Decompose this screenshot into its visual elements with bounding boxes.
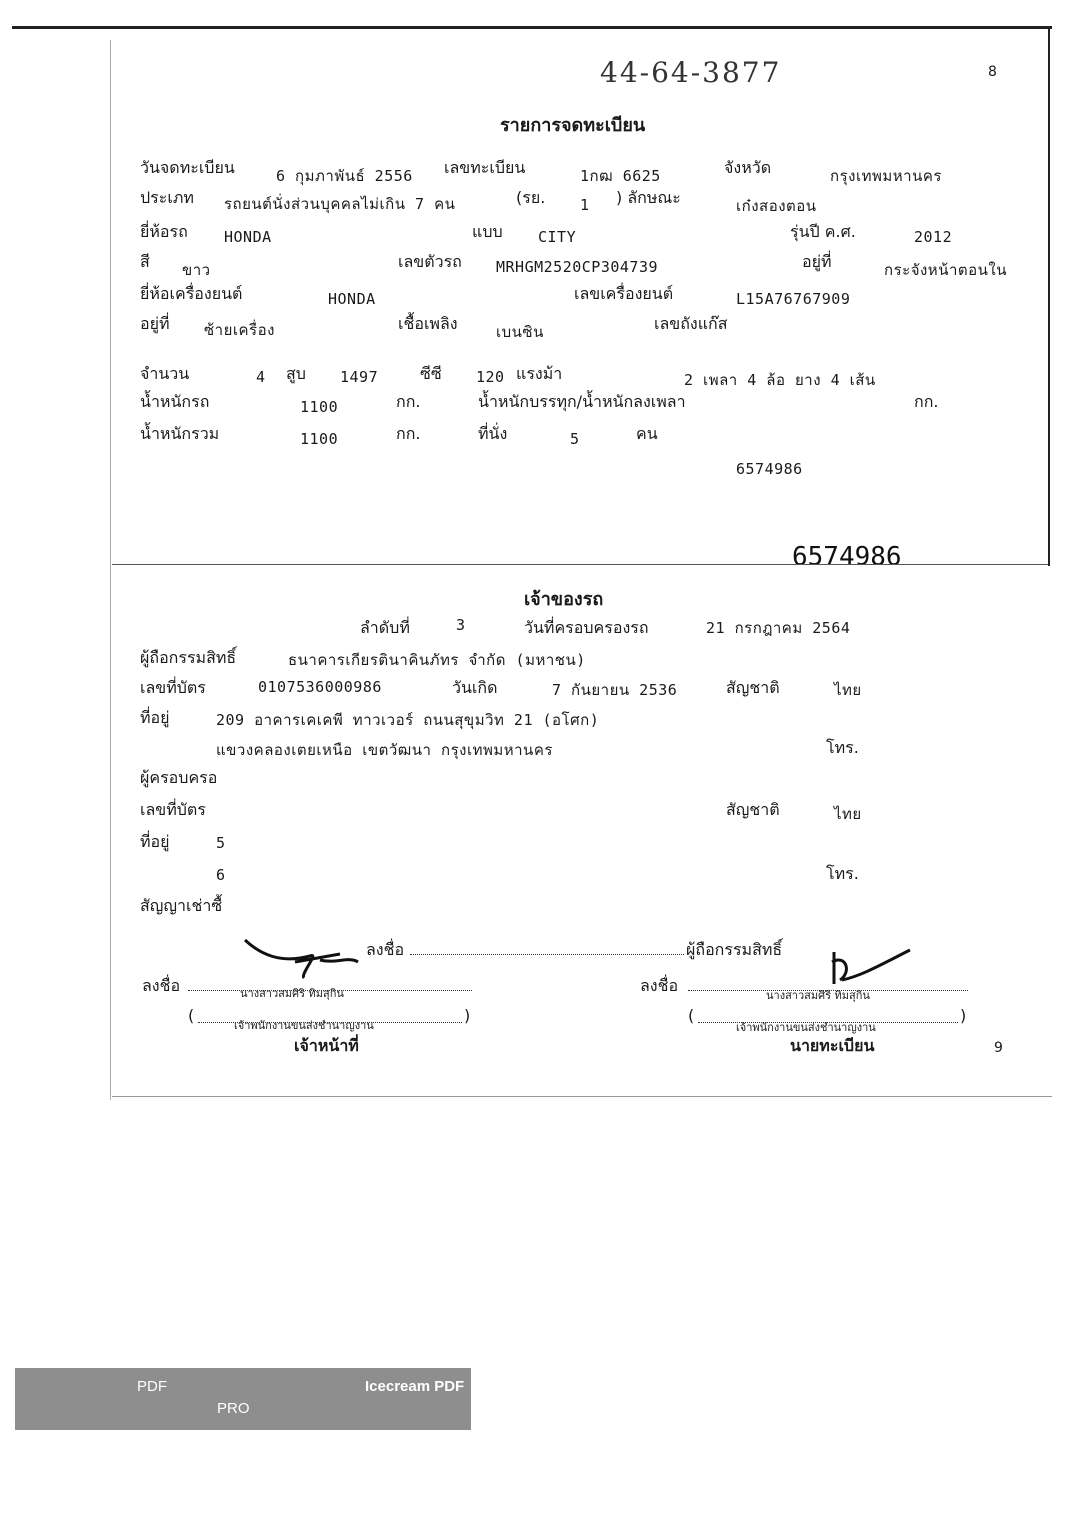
color-label: สี (140, 252, 150, 271)
engine-loc-value: ซ้ายเครื่อง (204, 321, 275, 339)
gross-label: น้ำหนักรวม (140, 424, 220, 443)
nationality-2-label: สัญชาติ (726, 800, 780, 819)
cylinder-label: สูบ (286, 364, 306, 383)
section-divider (112, 564, 1048, 565)
code-value: 1 (580, 196, 590, 214)
nationality-value: ไทย (834, 681, 862, 699)
address-2-fragment-2: 6 (216, 866, 226, 884)
fuel-label: เชื้อเพลิง (398, 314, 458, 333)
left-border-line (110, 40, 111, 1100)
vin-loc-label: อยู่ที่ (802, 252, 832, 271)
left-paren-open: ( (188, 1006, 195, 1025)
count-label: จำนวน (140, 364, 190, 383)
possess-date-value: 21 กรกฎาคม 2564 (706, 619, 851, 637)
plate-label: เลขทะเบียน (444, 158, 526, 177)
engine-brand-label: ยี่ห้อเครื่องยนต์ (140, 284, 243, 303)
page-number-top: 8 (988, 64, 997, 80)
engine-loc-label: อยู่ที่ (140, 314, 170, 333)
address-2-fragment-1: 5 (216, 834, 226, 852)
kg-label-2: กก. (914, 392, 939, 411)
kg-label-3: กก. (396, 424, 421, 443)
right-sign-label: ลงชื่อ (640, 976, 679, 995)
province-value: กรุงเทพมหานคร (830, 167, 942, 185)
address-label: ที่อยู่ (140, 708, 170, 727)
right-officer-name: นางสาวสมศิริ ทิมสุกิน (766, 989, 870, 1002)
holder-sign-label: ลงชื่อ (366, 940, 405, 959)
province-label: จังหวัด (724, 158, 772, 177)
nationality-label: สัญชาติ (726, 678, 780, 697)
style-value: เก๋งสองตอน (736, 197, 817, 215)
weight-value: 1100 (300, 398, 339, 416)
vin-loc-value: กระจังหน้าตอนใน (884, 261, 1007, 279)
right-paren-close: ) (960, 1006, 967, 1025)
fuel-value: เบนซิน (496, 323, 544, 341)
nationality-2-value: ไทย (834, 805, 862, 823)
count-value: 4 (256, 368, 266, 386)
birth-label: วันเกิด (452, 678, 498, 697)
left-sign-label: ลงชื่อ (142, 976, 181, 995)
tel-2-label: โทร. (826, 864, 859, 883)
doc-number-small: 6574986 (736, 460, 803, 478)
seats-value: 5 (570, 430, 580, 448)
reg-date-value: 6 กุมภาพันธ์ 2556 (276, 167, 413, 185)
id-card-label: เลขที่บัตร (140, 678, 206, 697)
holder-sign-suffix: ผู้ถือกรรมสิทธิ์ (686, 940, 783, 959)
order-value: 3 (456, 616, 466, 634)
cc-label: ซีซี (420, 364, 442, 383)
engine-no-label: เลขเครื่องยนต์ (574, 284, 674, 303)
code-label: (รย. (516, 188, 546, 207)
persons-label: คน (636, 424, 658, 443)
left-paren-close: ) (464, 1006, 471, 1025)
contract-label: สัญญาเช่าซื้ (140, 896, 223, 915)
bottom-border-line (112, 1096, 1052, 1097)
gross-value: 1100 (300, 430, 339, 448)
holder-sign-dots (410, 954, 684, 955)
watermark-brand-text: Icecream PDF (365, 1378, 465, 1395)
right-officer-position: เจ้าพนักงานขนส่งชำนาญงาน (736, 1021, 876, 1034)
id-card-value: 0107536000986 (258, 678, 382, 696)
model-value: CITY (538, 228, 577, 246)
left-signature-scribble (240, 934, 370, 984)
watermark-pro-text: PRO (217, 1400, 250, 1417)
reg-date-label: วันจดทะเบียน (140, 158, 235, 177)
pdf-watermark-banner (15, 1368, 471, 1430)
left-officer-name: นางสาวสมศิริ ทิมสุกิน (240, 987, 344, 1000)
hp-label: แรงม้า (516, 364, 563, 383)
color-value: ขาว (182, 261, 211, 279)
officer-label: เจ้าหน้าที่ (294, 1036, 359, 1055)
gas-tank-label: เลขถังแก๊ส (654, 314, 728, 333)
registrar-label: นายทะเบียน (790, 1036, 875, 1055)
year-value: 2012 (914, 228, 953, 246)
order-label: ลำดับที่ (360, 618, 410, 637)
vin-value: MRHGM2520CP304739 (496, 258, 659, 276)
year-label: รุ่นปี ค.ศ. (790, 222, 856, 241)
plate-value: 1กฒ 6625 (580, 167, 661, 185)
address-line-1: 209 อาคารเคเคพี ทาวเวอร์ ถนนสุขุมวิท 21 (อโศก) (216, 711, 600, 729)
address-2-label: ที่อยู่ (140, 832, 170, 851)
load-label: น้ำหนักบรรทุก/น้ำหนักลงเพลา (478, 392, 686, 411)
possessor-label: ผู้ครอบครอ (140, 768, 218, 787)
cc-value: 1497 (340, 368, 379, 386)
doc-number-large: 6574986 (792, 542, 902, 564)
birth-value: 7 กันยายน 2536 (552, 681, 678, 699)
style-label: ) ลักษณะ (616, 188, 681, 207)
registration-title: รายการจดทะเบียน (500, 115, 646, 136)
seats-label: ที่นั่ง (478, 424, 508, 443)
id-card-2-label: เลขที่บัตร (140, 800, 206, 819)
possess-date-label: วันที่ครอบครองรถ (524, 618, 649, 637)
right-signature-scribble (822, 946, 918, 990)
right-border-line (1048, 26, 1050, 566)
top-border-line (12, 26, 1052, 29)
type-label: ประเภท (140, 188, 194, 207)
model-label: แบบ (472, 222, 503, 241)
type-value: รถยนต์นั่งส่วนบุคคลไม่เกิน 7 คน (224, 195, 456, 213)
right-paren-open: ( (688, 1006, 695, 1025)
kg-label-1: กก. (396, 392, 421, 411)
owner-title: เจ้าของรถ (524, 589, 604, 610)
tel-label: โทร. (826, 738, 859, 757)
handwritten-number: 44-64-3877 (600, 56, 782, 89)
brand-label: ยี่ห้อรถ (140, 222, 188, 241)
hp-value: 120 (476, 368, 505, 386)
axle-value: 2 เพลา 4 ล้อ ยาง 4 เส้น (684, 371, 876, 389)
engine-brand-value: HONDA (328, 290, 376, 308)
address-line-2: แขวงคลองเตยเหนือ เขตวัฒนา กรุงเทพมหานคร (216, 741, 553, 759)
left-officer-position: เจ้าพนักงานขนส่งชำนาญงาน (234, 1019, 374, 1032)
page-number-bottom: 9 (994, 1040, 1003, 1056)
engine-no-value: L15A76767909 (736, 290, 851, 308)
watermark-pdf-text: PDF (137, 1378, 167, 1395)
holder-label: ผู้ถือกรรมสิทธิ์ (140, 648, 237, 667)
vin-label: เลขตัวรถ (398, 252, 462, 271)
weight-label: น้ำหนักรถ (140, 392, 210, 411)
brand-value: HONDA (224, 228, 272, 246)
holder-value: ธนาคารเกียรตินาคินภัทร จำกัด (มหาชน) (288, 651, 586, 669)
